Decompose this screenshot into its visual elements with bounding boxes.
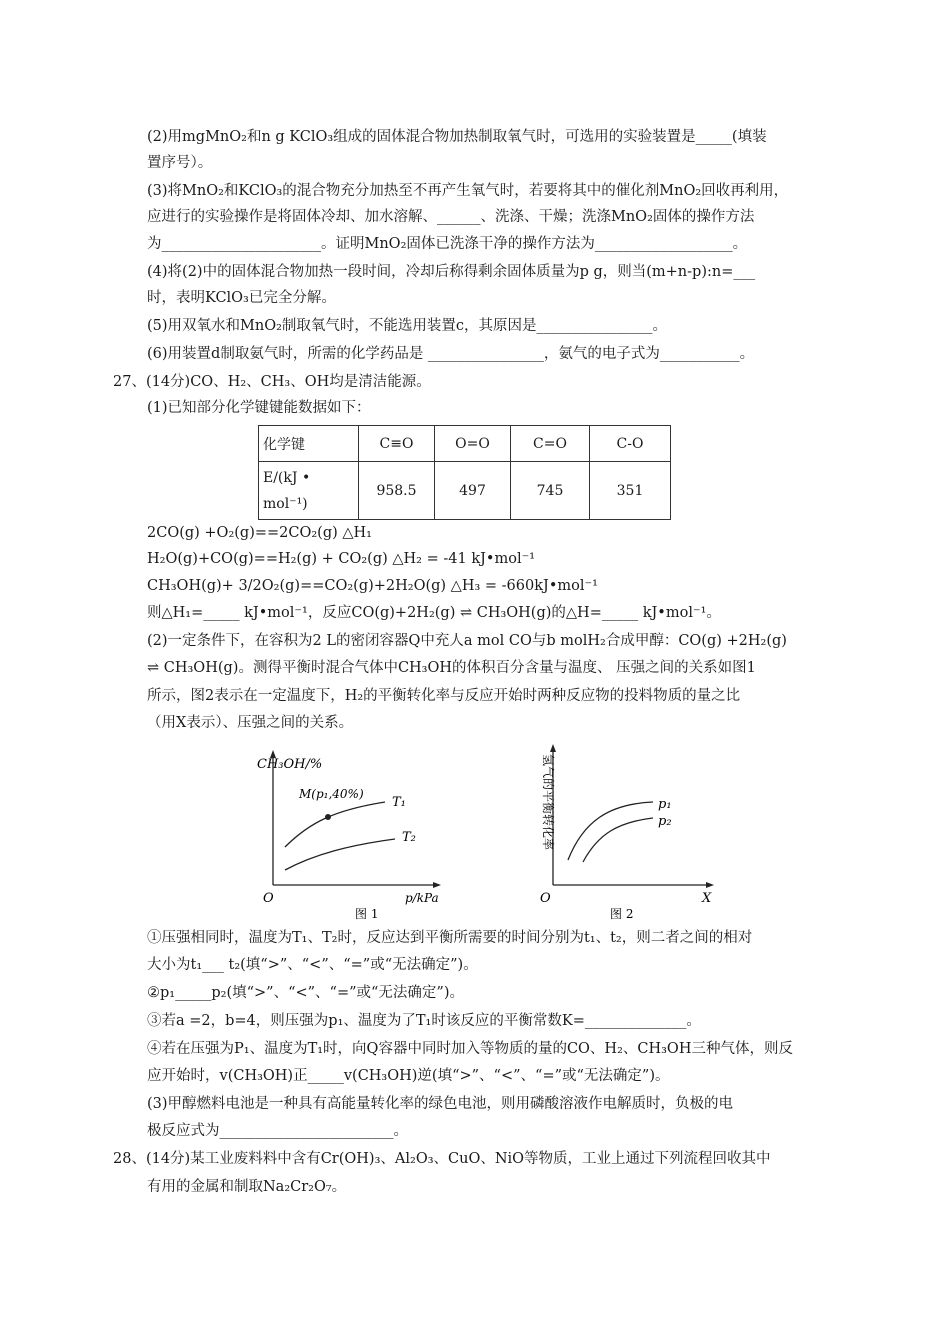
q27-sub1-line2: 大小为t₁___ t₂(填“>”、“<”、“=”或“无法确定”)。: [147, 957, 478, 973]
fig1-caption: 图 1: [355, 907, 379, 921]
q27-part3-line2: 极反应式为________________________。: [147, 1123, 408, 1139]
q26-part4-line1: (4)将(2)中的固体混合物加热一段时间，冷却后称得剩余固体质量为p g，则当(m+n-p):n=___: [147, 264, 756, 280]
fig1-curve-t2: [285, 839, 395, 870]
fig2-caption: 图 2: [610, 907, 634, 921]
fig2-x-axis-label: X: [702, 891, 712, 906]
bond-energy-table: [258, 425, 671, 520]
row-label-line1: E/(kJ •: [263, 469, 311, 486]
fig2-curve-p2: [583, 818, 653, 862]
q27-sub4-line1: ④若在压强为P₁、温度为T₁时，向Q容器中同时加入等物质的量的CO、H₂、CH₃OH三种气体，则反: [147, 1041, 793, 1057]
q28-heading: 28、(14分)某工业废料料中含有Cr(OH)₃、Al₂O₃、CuO、NiO等物质，工业上通过下列流程回收其中: [113, 1151, 771, 1167]
fig1-point-m: [325, 814, 331, 820]
q26-part6: (6)用装置d制取氨气时，所需的化学药品是 ________________，氨气的电子式为___________。: [147, 346, 755, 362]
q27-part2-line4: （用X表示）、压强之间的关系。: [147, 715, 354, 731]
q26-part4-line2: 时，表明KClO₃已完全分解。: [147, 290, 336, 306]
fig1-point-label: M(p₁,40%): [299, 787, 364, 801]
equation-4: 则△H₁=_____ kJ•mol⁻¹，反应CO(g)+2H₂(g) ⇌ CH₃OH(g)的△H=_____ kJ•mol⁻¹。: [147, 605, 721, 621]
equation-3: CH₃OH(g)+ 3/2O₂(g)==CO₂(g)+2H₂O(g) △H₃ = -660kJ•mol⁻¹: [147, 578, 598, 594]
fig1-origin: O: [263, 891, 274, 906]
q26-part2-line1: (2)用mgMnO₂和n g KClO₃组成的固体混合物加热制取氧气时，可选用的实验装置是_____(填装: [147, 129, 767, 145]
q26-part5: (5)用双氧水和MnO₂制取氧气时，不能选用装置c，其原因是________________。: [147, 318, 668, 334]
fig1-t2-label: T₂: [402, 830, 416, 845]
q27-sub3: ③若a =2，b=4，则压强为p₁、温度为了T₁时该反应的平衡常数K=______________。: [147, 1013, 701, 1029]
table-header-bond: 化学键: [259, 426, 359, 462]
figure-1: [255, 742, 455, 926]
fig1-t1-label: T₁: [392, 795, 406, 810]
q27-sub4-line2: 应开始时，v(CH₃OH)正_____v(CH₃OH)逆(填“>”、“<”、“=”或“无法确定”)。: [147, 1068, 670, 1084]
fig1-x-axis-label: p/kPa: [405, 891, 439, 905]
table-header-oo: O=O: [435, 426, 511, 462]
row-label-line2: mol⁻¹): [263, 495, 308, 512]
fig2-p1-label: p₁: [658, 797, 672, 812]
q27-part2-line3: 所示，图2表示在一定温度下，H₂的平衡转化率与反应开始时两种反应物的投料物质的量之比: [147, 688, 741, 704]
fig2-p2-label: p₂: [658, 814, 672, 829]
table-row-label: [259, 462, 359, 520]
q26-part3-line1: (3)将MnO₂和KClO₃的混合物充分加热至不再产生氧气时，若要将其中的催化剂MnO₂回收再利用，: [147, 183, 789, 199]
table-header-co-single: C-O: [590, 426, 671, 462]
q26-part3-line2: 应进行的实验操作是将固体冷却、加水溶解、______、洗涤、干燥；洗涤MnO₂固体的操作方法: [147, 209, 755, 225]
figure-2: [528, 742, 728, 926]
q28-line2: 有用的金属和制取Na₂Cr₂O₇。: [147, 1179, 347, 1195]
table-cell-value: 497: [435, 462, 511, 520]
table-header-co-triple: C≡O: [359, 426, 435, 462]
q27-part2-line1: (2)一定条件下，在容积为2 L的密闭容器Q中充人a mol CO与b molH₂合成甲醇：CO(g) +2H₂(g): [147, 633, 787, 649]
fig2-y-axis-label: 氢气的平衡转化率: [541, 754, 555, 851]
q26-part2-line2: 置序号）。: [147, 155, 213, 171]
q27-heading: 27、(14分)CO、H₂、CH₃、OH均是清洁能源。: [113, 374, 431, 390]
equation-1: 2CO(g) +O₂(g)==2CO₂(g) △H₁: [147, 525, 372, 541]
q27-sub2: ②p₁_____p₂(填“>”、“<”、“=”或“无法确定”)。: [147, 985, 465, 1001]
q26-part3-line3: 为______________________。证明MnO₂固体已洗涤干净的操作方法为___________________。: [147, 236, 748, 252]
table-header-co-double: C=O: [511, 426, 590, 462]
table-cell-value: 745: [511, 462, 590, 520]
q27-sub1-line1: ①压强相同时，温度为T₁、T₂时，反应达到平衡所需要的时间分别为t₁、t₂，则二者之间的相对: [147, 930, 753, 946]
fig1-curve-t1: [285, 802, 385, 847]
q27-part2-line2: ⇌ CH₃OH(g)。测得平衡时混合气体中CH₃OH的体积百分含量与温度、 压强之间的关系如图1: [147, 660, 756, 676]
table-cell-value: 958.5: [359, 462, 435, 520]
fig1-y-axis-label: CH₃OH/%: [257, 757, 323, 772]
equation-2: H₂O(g)+CO(g)==H₂(g) + CO₂(g) △H₂ = -41 kJ•mol⁻¹: [147, 551, 536, 567]
fig2-origin: O: [540, 891, 551, 906]
table-cell-value: 351: [590, 462, 671, 520]
q27-part1-intro: (1)已知部分化学键键能数据如下：: [147, 400, 371, 416]
q27-part3-line1: (3)甲醇燃料电池是一种具有高能量转化率的绿色电池，则用磷酸溶液作电解质时，负极的电: [147, 1096, 734, 1112]
